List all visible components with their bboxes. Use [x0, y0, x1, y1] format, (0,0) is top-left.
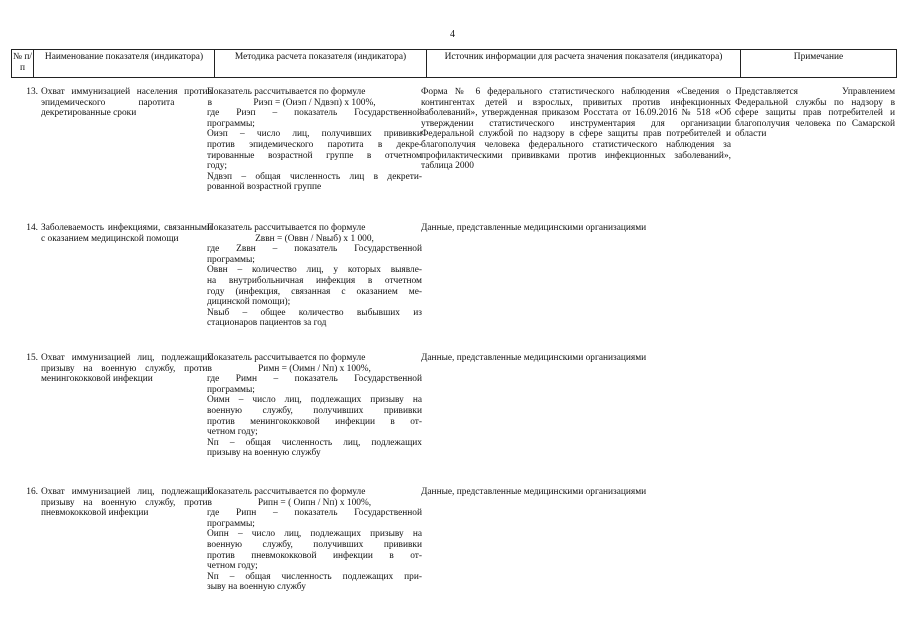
method-line: четном году;: [207, 427, 258, 438]
method-line: тированные возрастной группе в отчетном: [207, 150, 422, 161]
method-line: Nп – общая численность лиц, подлежащих: [207, 437, 422, 448]
method-line: дицинской помощи);: [207, 297, 291, 308]
method-line: году (инфекция, связанная с оказанием ме-: [207, 286, 422, 297]
method-line: рованной возрастной группе: [207, 182, 322, 193]
method-line: Показатель рассчитывается по формуле: [207, 223, 366, 233]
method-line: Nп – общая численность подлежащих при-: [207, 571, 422, 582]
method-line: Oиэп – число лиц, получивших прививки: [207, 129, 422, 140]
method-line: Показатель рассчитывается по формуле: [207, 87, 366, 97]
method-line: Oипн – число лиц, подлежащих призыву на: [207, 529, 422, 540]
page-number: 4: [450, 29, 455, 40]
note-cell: Представляется Управлением Федеральной службы по надзору в сфере защиты прав потребителей и благополучия человека по Самарской области: [735, 87, 895, 140]
method-cell: [207, 87, 422, 193]
method-line: году;: [207, 161, 227, 172]
method-line: Oимн – число лиц, подлежащих призыву на: [207, 395, 422, 406]
row-number: 15.: [26, 353, 38, 363]
method-line: военную службу, получивших прививки: [207, 539, 422, 550]
indicator-name: Охват иммунизацией лиц, подлежащих призыву на военную службу, против менингококковой инфекции: [41, 353, 212, 385]
source-cell: Данные, представленные медицинскими организациями: [421, 487, 647, 497]
method-line: где Pиэп – показатель Государственной: [207, 108, 422, 119]
table-header: [11, 49, 897, 78]
method-line: Nдвэп – общая численность лиц в декрети-: [207, 171, 422, 182]
source-cell: Данные, представленные медицинскими организациями: [421, 223, 647, 233]
method-line: военную службу, получивших прививки: [207, 405, 422, 416]
method-line: программы;: [207, 254, 255, 265]
method-line: Показатель рассчитывается по формуле: [207, 487, 366, 497]
header-source: Источник информации для расчета значения показателя (индикатора): [426, 50, 740, 77]
method-line: Pимн = (Oимн / Nп) x 100%,: [258, 363, 371, 374]
indicator-name: Охват иммунизацией лиц, подлежащих призыву на военную службу, против пневмококковой инфекции: [41, 487, 212, 519]
method-line: стационаров пациентов за год: [207, 318, 327, 329]
method-line: призыву на военную службу: [207, 448, 321, 459]
method-line: зыву на военную службу: [207, 582, 306, 593]
source-cell: Данные, представленные медицинскими организациями: [421, 353, 647, 363]
method-line: Oввн – количество лиц, у которых выявле-: [207, 265, 422, 276]
source-cell: Форма № 6 федерального статистического наблюдения «Сведения о контингентах детей и взрослых, привитых против инфекционных заболеваний», утвержденная приказом Росстата от 16.09.2016 № 518 «Об утверждении статистического инструментария для организации Федеральной службой по надзору в сфере защиты прав потребителей и благополучия человека федерального статистического наблюдения за профилактическими прививками против инфекционных заболеваний», таблица 2000: [421, 87, 731, 172]
header-method: Методика расчета показателя (индикатора): [214, 50, 426, 77]
method-line: где Pимн – показатель Государственной: [207, 374, 422, 385]
header-note: Примечание: [740, 50, 897, 77]
method-line: программы;: [207, 518, 255, 529]
indicator-name: Охват иммунизацией населения против эпидемического паротита в декретированные сроки: [41, 87, 212, 119]
method-line: программы;: [207, 118, 255, 129]
method-line: Nвыб – общее количество выбывших из: [207, 307, 422, 318]
indicator-name: Заболеваемость инфекциями, связанными с оказанием медицинской помощи: [41, 223, 212, 244]
header-num: № п/п: [11, 50, 33, 77]
method-line: четном году;: [207, 561, 258, 572]
method-line: Показатель рассчитывается по формуле: [207, 353, 366, 363]
method-line: против пневмококковой инфекции в от-: [207, 550, 422, 561]
method-line: Pиэп = (Oиэп / Nдвэп) x 100%,: [253, 97, 376, 108]
method-line: где Pипн – показатель Государственной: [207, 508, 422, 519]
row-number: 14.: [26, 223, 38, 233]
method-cell: [207, 223, 422, 329]
method-line: Pипн = ( Oипн / Nп) x 100%,: [257, 497, 372, 508]
method-line: где Zввн – показатель Государственной: [207, 244, 422, 255]
method-line: против менингококковой инфекции в от-: [207, 416, 422, 427]
header-name: Наименование показателя (индикатора): [33, 50, 214, 77]
row-number: 13.: [26, 87, 38, 97]
method-line: против эпидемического паротита в декре-: [207, 139, 422, 150]
method-line: на внутрибольничная инфекция в отчетном: [207, 275, 422, 286]
method-cell: [207, 353, 422, 459]
method-cell: [207, 487, 422, 593]
method-line: Zввн = (Oввн / Nвыб) x 1 000,: [255, 233, 374, 244]
row-number: 16.: [26, 487, 38, 497]
method-line: программы;: [207, 384, 255, 395]
